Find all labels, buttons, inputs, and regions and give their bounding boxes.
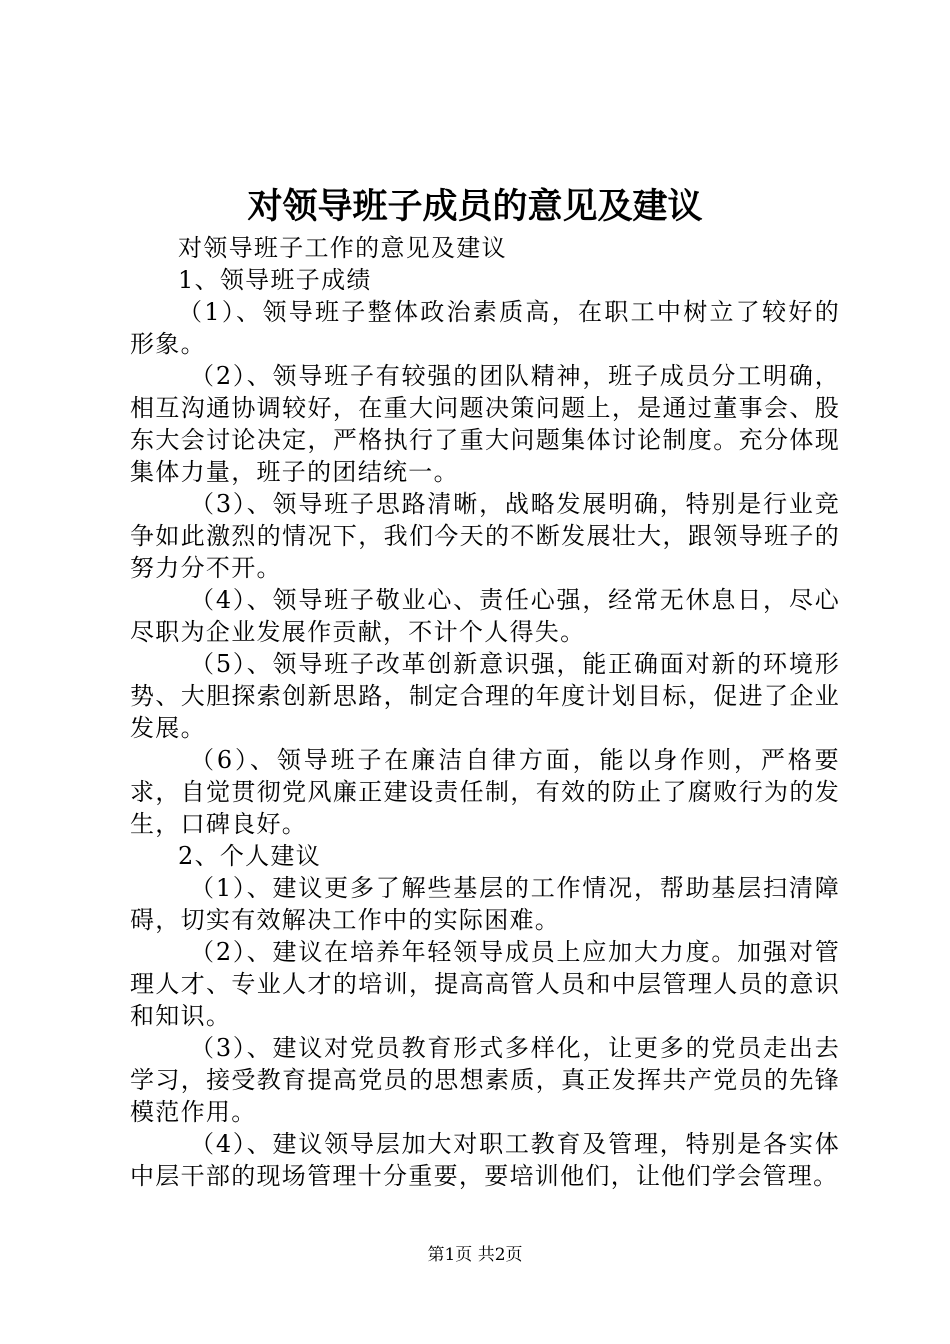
suggestion-item-2: （2）、建议在培养年轻领导成员上应加大力度。加强对管理人才、专业人才的培训，提高高管人员和中层管理人员的意识和知识。 — [130, 938, 840, 1030]
section-heading-achievements: 1、领导班子成绩 — [178, 266, 372, 294]
achievement-item-4: （4）、领导班子敬业心、责任心强，经常无休息日，尽心尽职为企业发展作贡献，不计个人得失。 — [130, 586, 840, 646]
document-title: 对领导班子成员的意见及建议 — [247, 186, 703, 227]
document-body — [130, 232, 840, 1192]
suggestion-item-3: （3）、建议对党员教育形式多样化，让更多的党员走出去学习，接受教育提高党员的思想素质，真正发挥共产党员的先锋模范作用。 — [130, 1034, 840, 1126]
achievement-item-5: （5）、领导班子改革创新意识强，能正确面对新的环境形势、大胆探索创新思路，制定合理的年度计划目标，促进了企业发展。 — [130, 650, 840, 742]
achievement-item-1: （1）、领导班子整体政治素质高，在职工中树立了较好的形象。 — [130, 298, 840, 358]
suggestion-item-1: （1）、建议更多了解些基层的工作情况，帮助基层扫清障碍，切实有效解决工作中的实际困难。 — [130, 874, 840, 934]
section-intro: 对领导班子工作的意见及建议 — [178, 234, 507, 262]
achievement-item-3: （3）、领导班子思路清晰，战略发展明确，特别是行业竞争如此激烈的情况下，我们今天的不断发展壮大，跟领导班子的努力分不开。 — [130, 490, 840, 582]
page-number: 第1页 共2页 — [427, 1245, 523, 1265]
suggestion-item-4: （4）、建议领导层加大对职工教育及管理，特别是各实体中层干部的现场管理十分重要，要培训他们，让他们学会管理。 — [130, 1130, 840, 1190]
achievement-item-2: （2）、领导班子有较强的团队精神，班子成员分工明确，相互沟通协调较好，在重大问题决策问题上，是通过董事会、股东大会讨论决定，严格执行了重大问题集体讨论制度。充分体现集体力量，班子的团结统一。 — [130, 362, 840, 486]
section-heading-suggestions: 2、个人建议 — [178, 842, 322, 870]
achievement-item-6: （6）、领导班子在廉洁自律方面，能以身作则，严格要求，自觉贯彻党风廉正建设责任制，有效的防止了腐败行为的发生，口碑良好。 — [130, 746, 840, 838]
